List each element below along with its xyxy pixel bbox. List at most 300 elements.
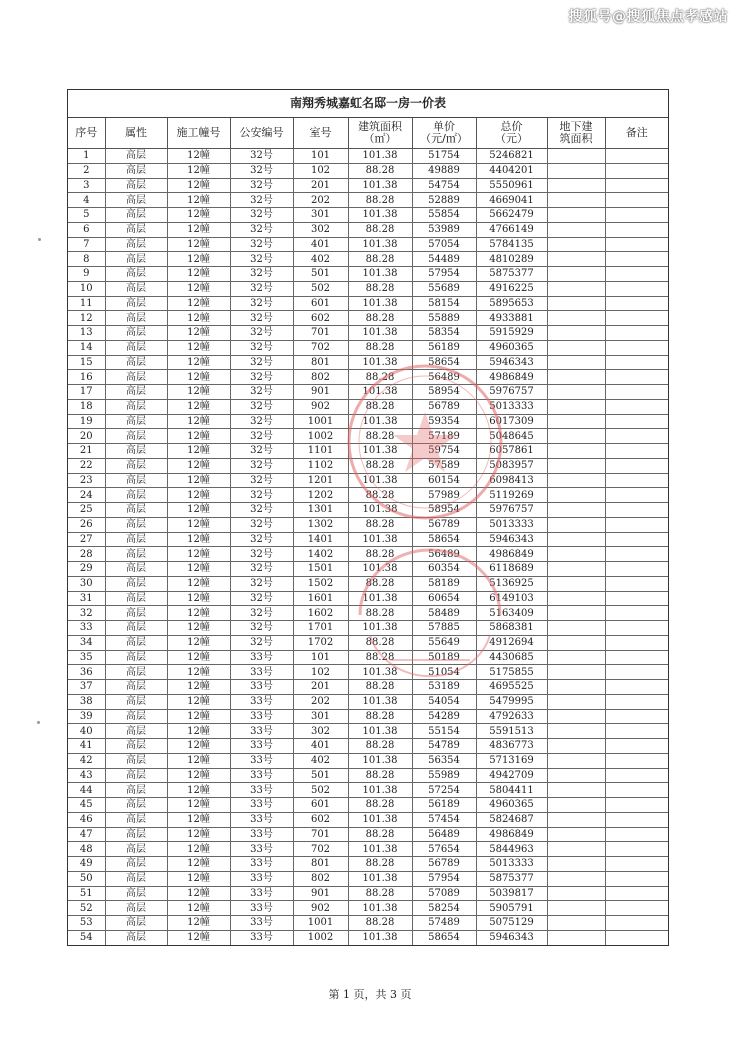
table-cell: [605, 916, 668, 931]
table-cell: 55649: [412, 635, 476, 650]
table-cell: [547, 370, 605, 385]
table-cell: 57089: [412, 886, 476, 901]
table-cell: 32号: [230, 458, 293, 473]
table-cell: 28: [68, 547, 105, 562]
table-row: [68, 503, 668, 518]
table-cell: 57989: [412, 488, 476, 503]
table-cell: 4986849: [476, 370, 547, 385]
table-cell: [547, 340, 605, 355]
table-cell: 101.38: [348, 621, 412, 636]
table-cell: [605, 503, 668, 518]
table-cell: 1702: [293, 635, 348, 650]
column-header: 总价 （元）: [476, 118, 547, 149]
table-cell: 602: [293, 812, 348, 827]
table-cell: 32号: [230, 311, 293, 326]
table-cell: 101.38: [348, 355, 412, 370]
table-cell: 202: [293, 193, 348, 208]
table-cell: [605, 163, 668, 178]
table-cell: [547, 783, 605, 798]
table-cell: 55154: [412, 724, 476, 739]
table-cell: 101.38: [348, 267, 412, 282]
table-cell: [605, 444, 668, 459]
table-cell: 56489: [412, 370, 476, 385]
table-cell: 40: [68, 724, 105, 739]
table-cell: 高层: [105, 163, 167, 178]
table-cell: 1601: [293, 591, 348, 606]
table-cell: 1602: [293, 606, 348, 621]
table-cell: 101.38: [348, 871, 412, 886]
table-row: [68, 296, 668, 311]
table-cell: 高层: [105, 576, 167, 591]
table-body: [68, 149, 668, 945]
table-row: [68, 901, 668, 916]
table-cell: 33号: [230, 680, 293, 695]
table-cell: 46: [68, 812, 105, 827]
table-cell: 32号: [230, 444, 293, 459]
table-cell: 4912694: [476, 635, 547, 650]
table-cell: 802: [293, 370, 348, 385]
table-cell: 高层: [105, 399, 167, 414]
table-cell: [547, 252, 605, 267]
table-cell: 12幢: [167, 739, 230, 754]
table-row: [68, 208, 668, 223]
table-cell: [547, 724, 605, 739]
scan-speck: [38, 238, 41, 241]
table-cell: 201: [293, 178, 348, 193]
table-cell: 88.28: [348, 650, 412, 665]
table-cell: 57589: [412, 458, 476, 473]
table-cell: 5136925: [476, 576, 547, 591]
table-cell: 101.38: [348, 930, 412, 944]
table-cell: 32号: [230, 385, 293, 400]
table-cell: 高层: [105, 237, 167, 252]
table-cell: 高层: [105, 311, 167, 326]
table-cell: 101.38: [348, 503, 412, 518]
table-cell: 高层: [105, 503, 167, 518]
table-cell: 33号: [230, 724, 293, 739]
table-cell: 高层: [105, 296, 167, 311]
table-cell: [605, 208, 668, 223]
table-cell: 4960365: [476, 340, 547, 355]
sheet-title: 南翔秀城嘉虹名邸一房一价表: [68, 90, 668, 118]
table-cell: [605, 665, 668, 680]
table-cell: 101: [293, 149, 348, 164]
table-cell: 4792633: [476, 709, 547, 724]
table-cell: 88.28: [348, 606, 412, 621]
table-cell: 高层: [105, 916, 167, 931]
table-cell: 12幢: [167, 768, 230, 783]
table-row: [68, 621, 668, 636]
table-cell: 高层: [105, 798, 167, 813]
table-cell: 302: [293, 724, 348, 739]
table-cell: 501: [293, 768, 348, 783]
table-cell: 101.38: [348, 562, 412, 577]
table-cell: 16: [68, 370, 105, 385]
table-cell: [605, 488, 668, 503]
table-cell: 高层: [105, 532, 167, 547]
table-row: [68, 739, 668, 754]
table-cell: [547, 709, 605, 724]
table-cell: 高层: [105, 488, 167, 503]
table-cell: [605, 871, 668, 886]
table-cell: 401: [293, 237, 348, 252]
table-cell: 88.28: [348, 547, 412, 562]
table-cell: 57189: [412, 429, 476, 444]
table-cell: 56489: [412, 827, 476, 842]
table-cell: 32号: [230, 252, 293, 267]
table-cell: 12幢: [167, 222, 230, 237]
table-cell: 902: [293, 901, 348, 916]
table-cell: [547, 812, 605, 827]
table-cell: 88.28: [348, 739, 412, 754]
table-cell: 53: [68, 916, 105, 931]
table-cell: 4986849: [476, 827, 547, 842]
table-row: [68, 783, 668, 798]
table-cell: 54754: [412, 178, 476, 193]
table-cell: 60154: [412, 473, 476, 488]
table-cell: 12幢: [167, 916, 230, 931]
table-cell: 12幢: [167, 178, 230, 193]
table-cell: 高层: [105, 724, 167, 739]
table-cell: 高层: [105, 267, 167, 282]
table-cell: 101.38: [348, 149, 412, 164]
table-row: [68, 355, 668, 370]
table-cell: 5713169: [476, 753, 547, 768]
table-cell: 5875377: [476, 871, 547, 886]
table-cell: 12幢: [167, 812, 230, 827]
table-cell: [605, 178, 668, 193]
table-cell: 高层: [105, 783, 167, 798]
table-cell: 高层: [105, 886, 167, 901]
column-header: 序号: [68, 118, 105, 149]
table-cell: 88.28: [348, 222, 412, 237]
table-cell: [547, 798, 605, 813]
table-cell: 57885: [412, 621, 476, 636]
table-cell: 5915929: [476, 326, 547, 341]
table-cell: 33号: [230, 694, 293, 709]
table-cell: 高层: [105, 444, 167, 459]
table-cell: 高层: [105, 178, 167, 193]
table-cell: 702: [293, 842, 348, 857]
column-header: 地下建 筑面积: [547, 118, 605, 149]
table-cell: [605, 886, 668, 901]
table-row: [68, 267, 668, 282]
column-header: 施工幢号: [167, 118, 230, 149]
table-cell: 6057861: [476, 444, 547, 459]
table-cell: 601: [293, 296, 348, 311]
table-cell: 55689: [412, 281, 476, 296]
table-cell: 2: [68, 163, 105, 178]
table-cell: [605, 783, 668, 798]
table-cell: 12幢: [167, 709, 230, 724]
table-cell: 高层: [105, 149, 167, 164]
table-cell: 高层: [105, 562, 167, 577]
table-cell: 1501: [293, 562, 348, 577]
table-cell: 21: [68, 444, 105, 459]
table-cell: 88.28: [348, 709, 412, 724]
table-cell: [547, 753, 605, 768]
table-cell: 88.28: [348, 886, 412, 901]
table-cell: 12幢: [167, 783, 230, 798]
table-cell: 101.38: [348, 783, 412, 798]
table-cell: 高层: [105, 473, 167, 488]
table-cell: 高层: [105, 665, 167, 680]
table-row: [68, 606, 668, 621]
table-cell: 901: [293, 886, 348, 901]
table-cell: 5662479: [476, 208, 547, 223]
table-cell: 32号: [230, 503, 293, 518]
table-cell: 高层: [105, 547, 167, 562]
table-cell: 55854: [412, 208, 476, 223]
table-cell: 44: [68, 783, 105, 798]
table-cell: 32号: [230, 355, 293, 370]
table-cell: 12幢: [167, 149, 230, 164]
table-cell: [605, 326, 668, 341]
table-cell: 32号: [230, 517, 293, 532]
table-cell: 12幢: [167, 385, 230, 400]
table-cell: 32号: [230, 222, 293, 237]
table-row: [68, 709, 668, 724]
table-cell: 33号: [230, 827, 293, 842]
table-cell: [605, 798, 668, 813]
table-cell: 601: [293, 798, 348, 813]
table-cell: 101.38: [348, 237, 412, 252]
table-cell: 高层: [105, 621, 167, 636]
table-cell: 88.28: [348, 517, 412, 532]
table-cell: 88.28: [348, 370, 412, 385]
column-header: 属性: [105, 118, 167, 149]
table-cell: 5976757: [476, 385, 547, 400]
table-cell: 1101: [293, 444, 348, 459]
table-cell: [605, 222, 668, 237]
table-cell: [547, 473, 605, 488]
table-cell: 5013333: [476, 399, 547, 414]
table-row: [68, 680, 668, 695]
table-cell: 56189: [412, 798, 476, 813]
table-cell: 5048645: [476, 429, 547, 444]
table-row: [68, 222, 668, 237]
table-cell: 4695525: [476, 680, 547, 695]
table-cell: 30: [68, 576, 105, 591]
table-cell: 高层: [105, 753, 167, 768]
table-cell: 12幢: [167, 503, 230, 518]
table-cell: 32: [68, 606, 105, 621]
table-cell: 12幢: [167, 281, 230, 296]
table-cell: 高层: [105, 340, 167, 355]
table-cell: 12幢: [167, 930, 230, 944]
table-cell: 58354: [412, 326, 476, 341]
table-cell: 32号: [230, 473, 293, 488]
table-cell: 32号: [230, 414, 293, 429]
table-row: [68, 399, 668, 414]
table-cell: 202: [293, 694, 348, 709]
table-cell: [547, 326, 605, 341]
table-cell: 49889: [412, 163, 476, 178]
table-cell: [605, 458, 668, 473]
table-cell: [605, 753, 668, 768]
table-cell: 502: [293, 281, 348, 296]
table-cell: 702: [293, 340, 348, 355]
table-cell: 12幢: [167, 208, 230, 223]
table-cell: 4: [68, 193, 105, 208]
table-cell: 5976757: [476, 503, 547, 518]
table-cell: 12幢: [167, 517, 230, 532]
table-cell: [547, 576, 605, 591]
table-cell: 32号: [230, 163, 293, 178]
table-cell: 36: [68, 665, 105, 680]
table-cell: 高层: [105, 842, 167, 857]
table-row: [68, 458, 668, 473]
price-sheet: [67, 89, 669, 946]
table-cell: 6: [68, 222, 105, 237]
table-cell: 42: [68, 753, 105, 768]
table-cell: 6098413: [476, 473, 547, 488]
table-cell: 5824687: [476, 812, 547, 827]
table-cell: 27: [68, 532, 105, 547]
table-cell: 32号: [230, 237, 293, 252]
table-cell: [547, 680, 605, 695]
table-cell: 15: [68, 355, 105, 370]
table-cell: 高层: [105, 650, 167, 665]
table-cell: 54489: [412, 252, 476, 267]
table-cell: 12幢: [167, 871, 230, 886]
table-cell: 38: [68, 694, 105, 709]
table-cell: 1202: [293, 488, 348, 503]
table-cell: [605, 709, 668, 724]
table-cell: [547, 429, 605, 444]
table-row: [68, 370, 668, 385]
table-cell: 88.28: [348, 680, 412, 695]
table-header-row: [68, 118, 668, 149]
table-cell: 56789: [412, 857, 476, 872]
table-cell: 6149103: [476, 591, 547, 606]
table-cell: 32号: [230, 208, 293, 223]
table-cell: 10: [68, 281, 105, 296]
table-cell: 33号: [230, 753, 293, 768]
table-cell: 52889: [412, 193, 476, 208]
table-cell: 51: [68, 886, 105, 901]
table-cell: 5905791: [476, 901, 547, 916]
table-cell: 34: [68, 635, 105, 650]
table-cell: [605, 635, 668, 650]
table-cell: 12幢: [167, 399, 230, 414]
table-cell: 1201: [293, 473, 348, 488]
table-cell: 56189: [412, 340, 476, 355]
table-cell: 12幢: [167, 296, 230, 311]
table-cell: 26: [68, 517, 105, 532]
table-cell: [547, 621, 605, 636]
table-cell: 701: [293, 827, 348, 842]
table-cell: [547, 149, 605, 164]
table-cell: [605, 370, 668, 385]
table-cell: [547, 355, 605, 370]
table-cell: [547, 857, 605, 872]
table-cell: 54: [68, 930, 105, 944]
table-cell: 5591513: [476, 724, 547, 739]
table-cell: 1001: [293, 916, 348, 931]
table-cell: [605, 680, 668, 695]
table-row: [68, 517, 668, 532]
table-cell: 88.28: [348, 311, 412, 326]
table-cell: 32号: [230, 281, 293, 296]
column-header: 公安编号: [230, 118, 293, 149]
table-cell: 12幢: [167, 798, 230, 813]
table-cell: [605, 930, 668, 944]
table-cell: 32号: [230, 340, 293, 355]
table-cell: 12幢: [167, 311, 230, 326]
table-cell: 55989: [412, 768, 476, 783]
table-cell: 12幢: [167, 621, 230, 636]
table-cell: 5844963: [476, 842, 547, 857]
table-row: [68, 857, 668, 872]
table-cell: [547, 871, 605, 886]
column-header: 备注: [605, 118, 668, 149]
table-cell: 高层: [105, 812, 167, 827]
table-cell: 12幢: [167, 753, 230, 768]
table-cell: 101.38: [348, 326, 412, 341]
table-cell: 33号: [230, 798, 293, 813]
table-row: [68, 768, 668, 783]
table-cell: 32号: [230, 267, 293, 282]
table-cell: [547, 635, 605, 650]
table-row: [68, 163, 668, 178]
table-row: [68, 326, 668, 341]
table-cell: 12幢: [167, 842, 230, 857]
table-cell: 56489: [412, 547, 476, 562]
table-row: [68, 178, 668, 193]
table-cell: 88.28: [348, 857, 412, 872]
table-cell: 高层: [105, 827, 167, 842]
table-row: [68, 149, 668, 164]
table-row: [68, 724, 668, 739]
table-cell: 49: [68, 857, 105, 872]
table-cell: 4916225: [476, 281, 547, 296]
table-cell: 33: [68, 621, 105, 636]
table-cell: 32号: [230, 193, 293, 208]
column-header: 建筑面积 （㎡）: [348, 118, 412, 149]
table-cell: 33号: [230, 857, 293, 872]
table-cell: 高层: [105, 768, 167, 783]
table-cell: 12幢: [167, 635, 230, 650]
table-cell: 3: [68, 178, 105, 193]
table-cell: 58654: [412, 532, 476, 547]
table-cell: 5895653: [476, 296, 547, 311]
table-row: [68, 237, 668, 252]
table-cell: 56789: [412, 399, 476, 414]
table-cell: 33号: [230, 842, 293, 857]
table-cell: 56789: [412, 517, 476, 532]
table-cell: 12幢: [167, 606, 230, 621]
table-cell: 101: [293, 650, 348, 665]
table-row: [68, 414, 668, 429]
table-cell: [547, 414, 605, 429]
table-cell: 101.38: [348, 665, 412, 680]
table-cell: 59354: [412, 414, 476, 429]
table-row: [68, 576, 668, 591]
table-cell: 12幢: [167, 326, 230, 341]
table-cell: 101.38: [348, 178, 412, 193]
table-cell: [547, 208, 605, 223]
table-row: [68, 591, 668, 606]
table-cell: [547, 842, 605, 857]
table-row: [68, 635, 668, 650]
table-cell: 高层: [105, 355, 167, 370]
table-cell: 59754: [412, 444, 476, 459]
scan-speck: [37, 721, 40, 724]
table-cell: 57054: [412, 237, 476, 252]
table-cell: 23: [68, 473, 105, 488]
table-cell: 高层: [105, 326, 167, 341]
